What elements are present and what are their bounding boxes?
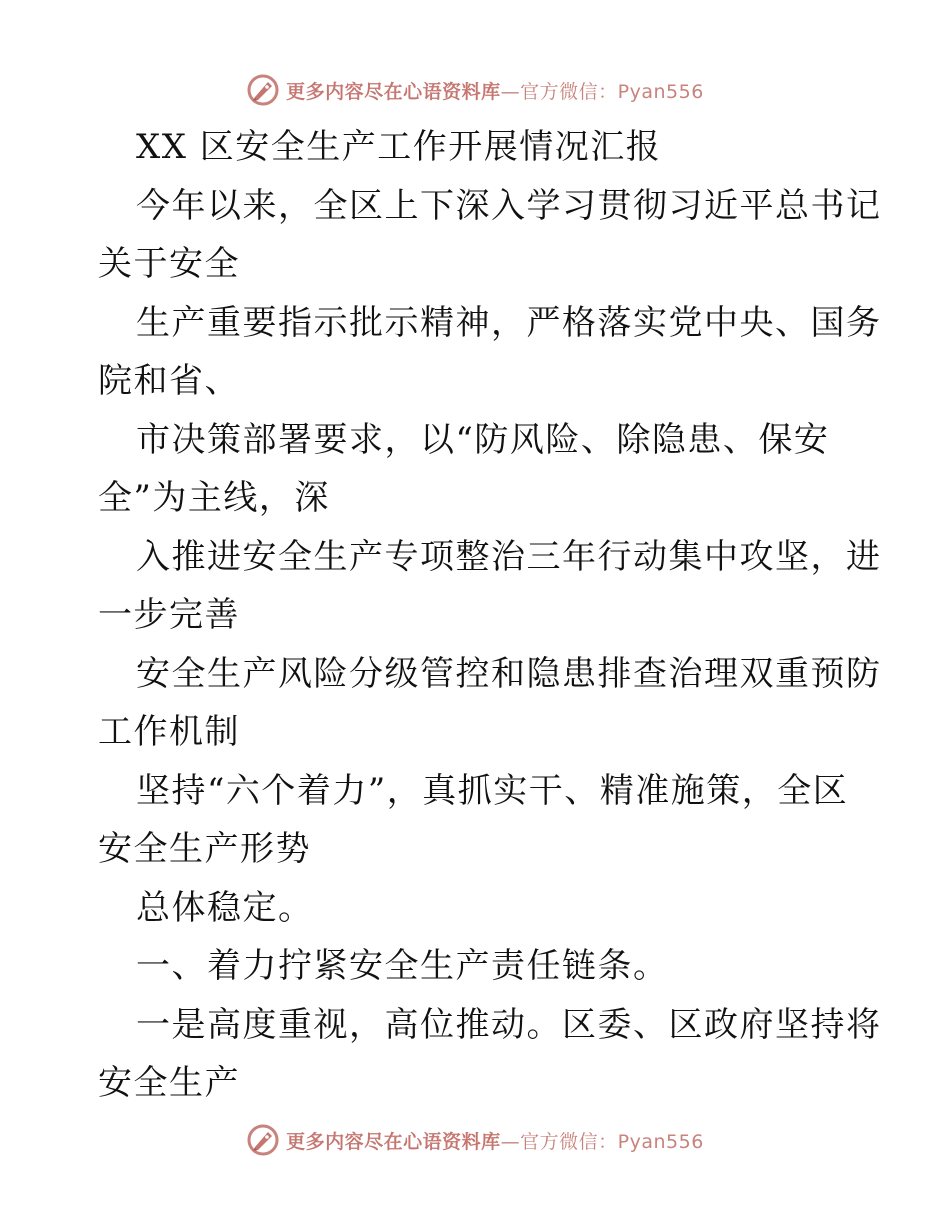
- section-heading: 一、着力拧紧安全生产责任链条。: [136, 946, 669, 986]
- paragraph-line: 市决策部署要求，以“防风险、除隐患、保安: [136, 419, 830, 460]
- footer-watermark: [246, 1123, 704, 1157]
- paragraph-line: 入推进安全生产专项整治三年行动集中攻坚，进: [136, 536, 882, 577]
- paragraph-line: 安全生产: [98, 1063, 240, 1103]
- paragraph-line: 院和省、: [98, 361, 240, 401]
- header-watermark: [246, 73, 704, 107]
- footer-watermark-banner: [0, 1118, 950, 1162]
- pen-nib-logo-icon: [246, 73, 280, 107]
- paragraph-line: 总体稳定。: [136, 887, 314, 928]
- header-watermark-banner: [0, 68, 950, 112]
- paragraph-line: 生产重要指示批示精神，严格落实党中央、国务: [136, 302, 882, 343]
- paragraph-line: 坚持“六个着力”，真抓实干、精准施策，全区: [136, 770, 849, 811]
- paragraph-line: 安全生产形势: [98, 829, 311, 869]
- document-body: [98, 118, 882, 1113]
- paragraph-line: 安全生产风险分级管控和隐患排查治理双重预防: [136, 653, 882, 694]
- pen-nib-logo-icon: [246, 1123, 280, 1157]
- paragraph-line: 关于安全: [98, 244, 240, 284]
- document-title: XX 区安全生产工作开展情况汇报: [136, 127, 662, 167]
- paragraph-line: 一是高度重视，高位推动。区委、区政府坚持将: [136, 1004, 882, 1045]
- watermark-text: 更多内容尽在心语资料库—官方微信：Pyan556: [286, 1130, 704, 1153]
- paragraph-line: 工作机制: [98, 712, 240, 752]
- paragraph-line: 今年以来，全区上下深入学习贯彻习近平总书记: [136, 185, 882, 226]
- paragraph-line: 全”为主线，深: [98, 478, 330, 518]
- paragraph-line: 一步完善: [98, 595, 240, 635]
- watermark-text: 更多内容尽在心语资料库—官方微信：Pyan556: [286, 80, 704, 103]
